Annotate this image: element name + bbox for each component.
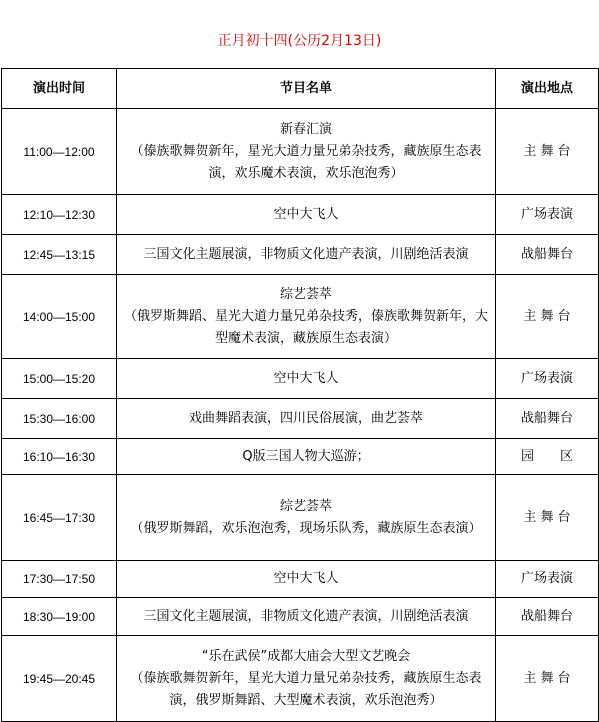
row-venue: 战船舞台 [496, 399, 599, 439]
row-time: 19:45—20:45 [2, 636, 117, 722]
page-title: 正月初十四(公历2月13日) [217, 33, 382, 49]
header-time: 演出时间 [2, 69, 117, 109]
program-detail: （俄罗斯舞蹈，欢乐泡泡秀，现场乐队秀，藏族原生态表演） [130, 520, 482, 536]
program-title: 综艺荟萃 [279, 498, 332, 514]
row-program [117, 598, 496, 636]
program-title: Q版三国人物大巡游； [242, 448, 370, 464]
table-row [2, 275, 599, 359]
table-row [2, 636, 599, 722]
row-venue: 广场表演 [496, 359, 599, 399]
row-venue: 主 舞 台 [496, 109, 599, 195]
header-venue: 演出地点 [496, 69, 599, 109]
row-time: 17:30—17:50 [2, 561, 117, 598]
row-time: 15:00—15:20 [2, 359, 117, 399]
row-venue: 战船舞台 [496, 598, 599, 636]
row-venue: 广场表演 [496, 195, 599, 235]
program-title: 三国文化主题展演，非物质文化遗产表演，川剧绝活表演 [143, 246, 469, 262]
table-row [2, 561, 599, 598]
program-title: 三国文化主题展演，非物质文化遗产表演，川剧绝活表演 [143, 608, 469, 624]
row-time: 15:30—16:00 [2, 399, 117, 439]
program-title: 新春汇演 [279, 121, 332, 137]
row-program [117, 439, 496, 475]
row-program [117, 475, 496, 561]
row-time: 12:10—12:30 [2, 195, 117, 235]
row-program [117, 561, 496, 598]
row-time: 16:10—16:30 [2, 439, 117, 475]
table-row [2, 598, 599, 636]
table-row [2, 399, 599, 439]
table-row [2, 439, 599, 475]
row-venue: 战船舞台 [496, 235, 599, 275]
program-title: 戏曲舞蹈表演，四川民俗展演，曲艺荟萃 [188, 410, 423, 426]
row-venue: 主 舞 台 [496, 275, 599, 359]
program-title: “乐在武侯”成都大庙会大型文艺晚会 [201, 648, 411, 664]
row-time: 18:30—19:00 [2, 598, 117, 636]
row-venue: 园 区 [496, 439, 599, 475]
row-venue: 主 舞 台 [496, 475, 599, 561]
table-row [2, 359, 599, 399]
program-title: 空中大飞人 [273, 370, 339, 386]
program-detail: （傣族歌舞贺新年，星光大道力量兄弟杂技秀，藏族原生态表演，欢乐魔术表演，欢乐泡泡秀） [130, 143, 482, 181]
program-title: 空中大飞人 [273, 571, 339, 586]
row-venue: 主 舞 台 [496, 636, 599, 722]
row-program [117, 359, 496, 399]
schedule-table [1, 68, 599, 722]
row-program [117, 235, 496, 275]
row-time: 12:45—13:15 [2, 235, 117, 275]
row-venue: 广场表演 [496, 561, 599, 598]
row-program [117, 195, 496, 235]
table-header-row [2, 69, 599, 109]
row-program [117, 399, 496, 439]
program-detail: （俄罗斯舞蹈、星光大道力量兄弟杂技秀，傣族歌舞贺新年，大型魔术表演，藏族原生态表演） [123, 308, 488, 346]
program-detail: （傣族歌舞贺新年，星光大道力量兄弟杂技秀，藏族原生态表演，俄罗斯舞蹈、大型魔术表演，欢乐泡泡秀） [130, 670, 482, 708]
row-time: 14:00—15:00 [2, 275, 117, 359]
row-program [117, 109, 496, 195]
table-row [2, 195, 599, 235]
table-row [2, 475, 599, 561]
row-time: 11:00—12:00 [2, 109, 117, 195]
row-time: 16:45—17:30 [2, 475, 117, 561]
table-row [2, 109, 599, 195]
program-title: 综艺荟萃 [279, 286, 332, 302]
row-program [117, 636, 496, 722]
header-program: 节目名单 [117, 69, 496, 109]
row-program [117, 275, 496, 359]
program-title: 空中大飞人 [273, 206, 339, 222]
table-row [2, 235, 599, 275]
